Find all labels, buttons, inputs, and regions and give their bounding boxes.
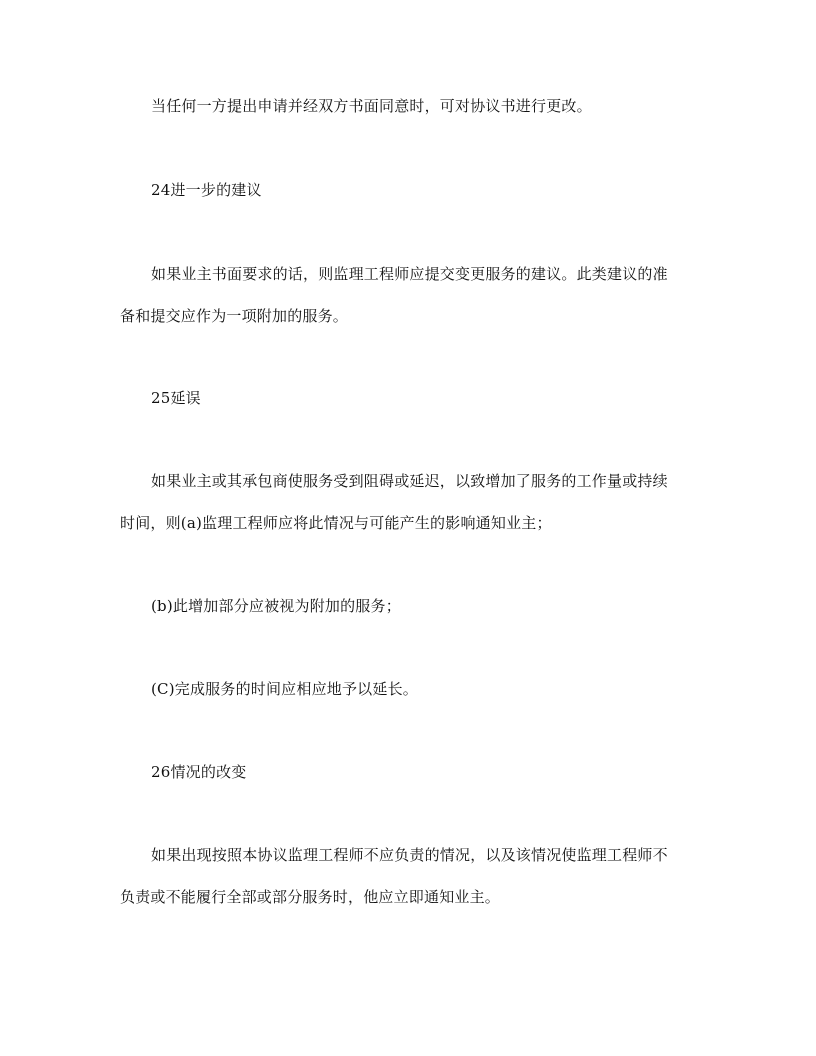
paragraph-circumstances-line-1: 如果出现按照本协议监理工程师不应负责的情况，以及该情况使监理工程师不 <box>151 846 668 864</box>
heading-further-proposals: 24进一步的建议 <box>151 181 262 199</box>
heading-change-of-circumstances: 26情况的改变 <box>151 763 247 781</box>
paragraph-item-c: (C)完成服务的时间应相应地予以延长。 <box>151 680 418 698</box>
heading-delays: 25延误 <box>151 389 201 407</box>
paragraph-item-b: (b)此增加部分应被视为附加的服务； <box>151 597 401 615</box>
paragraph-delays-line-1: 如果业主或其承包商使服务受到阻碍或延迟，以致增加了服务的工作量或持续 <box>151 472 668 490</box>
paragraph-circumstances-line-2: 负责或不能履行全部或部分服务时，他应立即通知业主。 <box>120 888 501 906</box>
paragraph-proposals-line-2: 备和提交应作为一项附加的服务。 <box>120 307 349 325</box>
paragraph-proposals-line-1: 如果业主书面要求的话，则监理工程师应提交变更服务的建议。此类建议的准 <box>151 265 668 283</box>
paragraph-amendment: 当任何一方提出申请并经双方书面同意时，可对协议书进行更改。 <box>151 97 592 115</box>
paragraph-delays-line-2: 时间，则(a)监理工程师应将此情况与可能产生的影响通知业主； <box>120 514 552 532</box>
